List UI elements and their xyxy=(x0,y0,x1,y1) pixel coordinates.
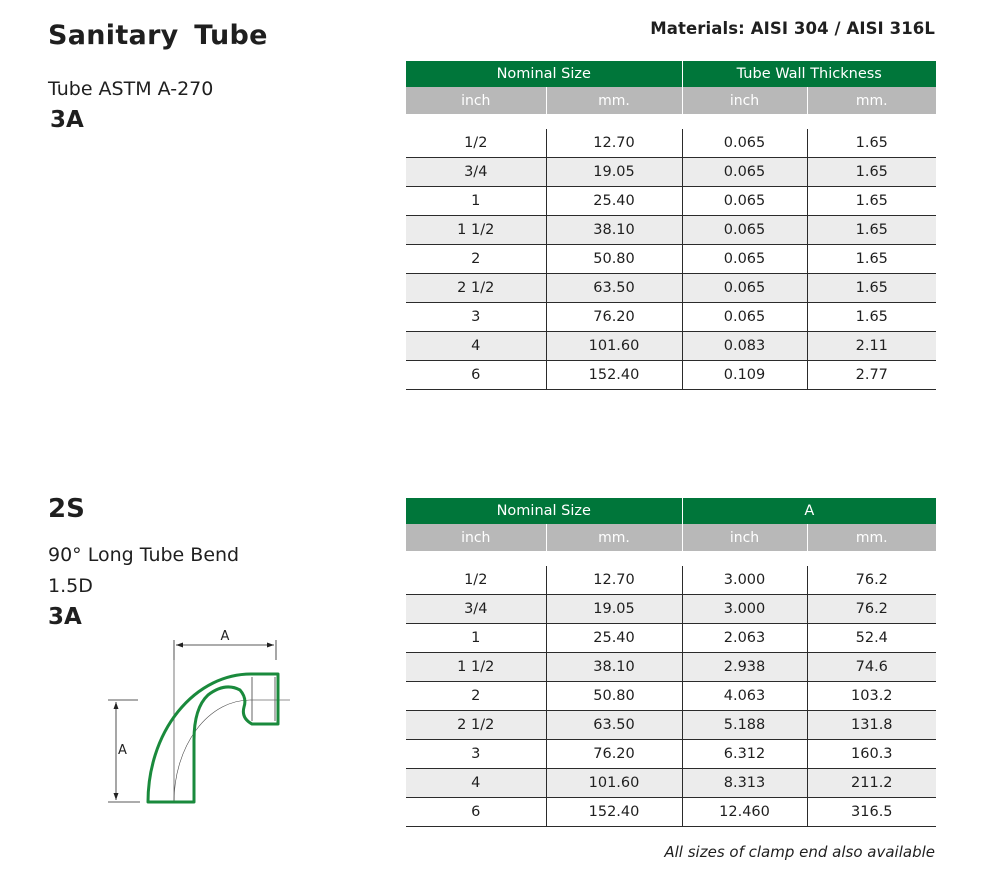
table-row xyxy=(406,711,936,740)
table-cell: 152.40 xyxy=(546,361,682,390)
table-row xyxy=(406,187,936,216)
table-cell: 2 1/2 xyxy=(406,711,546,740)
table-cell: 3 xyxy=(406,303,546,332)
dimension-arrow xyxy=(114,793,119,800)
table-cell: 6.312 xyxy=(682,740,807,769)
group-header-nominal-size: Nominal Size xyxy=(406,61,682,87)
dimension-arrow xyxy=(114,702,119,709)
group-header-nominal-size: Nominal Size xyxy=(406,498,682,524)
table-cell: 19.05 xyxy=(546,158,682,187)
table-cell: 1.65 xyxy=(807,187,936,216)
table-cell: 76.20 xyxy=(546,303,682,332)
table-cell: 3/4 xyxy=(406,158,546,187)
table-cell: 12.460 xyxy=(682,798,807,827)
table-cell: 2.77 xyxy=(807,361,936,390)
table-cell: 0.065 xyxy=(682,187,807,216)
table-cell: 152.40 xyxy=(546,798,682,827)
col-header: mm. xyxy=(807,87,936,114)
dimension-arrow xyxy=(176,643,183,648)
bend-ratio: 1.5D xyxy=(48,575,93,597)
table-cell: 19.05 xyxy=(546,595,682,624)
table-cell: 5.188 xyxy=(682,711,807,740)
table-cell: 0.065 xyxy=(682,245,807,274)
table-cell: 76.20 xyxy=(546,740,682,769)
table-cell: 4.063 xyxy=(682,682,807,711)
table-cell: 0.065 xyxy=(682,216,807,245)
table-cell: 1 1/2 xyxy=(406,653,546,682)
bend-standard-code: 3A xyxy=(48,604,82,630)
table-cell: 12.70 xyxy=(546,566,682,595)
table-row xyxy=(406,332,936,361)
table-cell: 50.80 xyxy=(546,682,682,711)
table-cell: 1.65 xyxy=(807,216,936,245)
table-cell: 6 xyxy=(406,361,546,390)
bend-code: 2S xyxy=(48,494,85,524)
table-row xyxy=(406,653,936,682)
tube-subtitle: Tube ASTM A-270 xyxy=(48,78,214,100)
table-cell: 0.065 xyxy=(682,274,807,303)
table-row xyxy=(406,682,936,711)
col-header: inch xyxy=(406,524,546,551)
table-cell: 0.065 xyxy=(682,129,807,158)
table-cell: 211.2 xyxy=(807,769,936,798)
bend-spec-table xyxy=(406,498,936,827)
table-cell: 1/2 xyxy=(406,129,546,158)
table-cell: 3/4 xyxy=(406,595,546,624)
tube-table-body xyxy=(406,114,936,390)
table-cell: 52.4 xyxy=(807,624,936,653)
bend-title: 90° Long Tube Bend xyxy=(48,544,240,566)
col-header: inch xyxy=(682,87,807,114)
col-header: inch xyxy=(682,524,807,551)
table-cell: 38.10 xyxy=(546,216,682,245)
table-row xyxy=(406,216,936,245)
table-cell: 2.938 xyxy=(682,653,807,682)
table-cell: 4 xyxy=(406,769,546,798)
table-row xyxy=(406,303,936,332)
table-cell: 8.313 xyxy=(682,769,807,798)
group-header-wall-thickness: Tube Wall Thickness xyxy=(682,61,936,87)
materials-label: Materials: AISI 304 / AISI 316L xyxy=(650,19,935,38)
table-cell: 63.50 xyxy=(546,274,682,303)
col-header: mm. xyxy=(546,87,682,114)
dimension-label-top: A xyxy=(220,629,230,644)
table-row xyxy=(406,624,936,653)
table-cell: 1.65 xyxy=(807,158,936,187)
table-cell: 25.40 xyxy=(546,187,682,216)
table-row xyxy=(406,245,936,274)
table-cell: 74.6 xyxy=(807,653,936,682)
table-cell: 2.11 xyxy=(807,332,936,361)
table-row xyxy=(406,361,936,390)
table-cell: 76.2 xyxy=(807,566,936,595)
table-cell: 103.2 xyxy=(807,682,936,711)
table-cell: 0.065 xyxy=(682,303,807,332)
table-cell: 1.65 xyxy=(807,303,936,332)
table-cell: 1 1/2 xyxy=(406,216,546,245)
dimension-label-side: A xyxy=(118,743,127,758)
table-cell: 1.65 xyxy=(807,129,936,158)
tube-bend-outline xyxy=(148,674,278,802)
bend-table-body xyxy=(406,551,936,827)
table-cell: 2.063 xyxy=(682,624,807,653)
table-cell: 1.65 xyxy=(807,245,936,274)
table-cell: 38.10 xyxy=(546,653,682,682)
table-cell: 131.8 xyxy=(807,711,936,740)
table-cell: 101.60 xyxy=(546,769,682,798)
table-row xyxy=(406,158,936,187)
table-row xyxy=(406,740,936,769)
table-cell: 1 xyxy=(406,624,546,653)
table-cell: 316.5 xyxy=(807,798,936,827)
table-cell: 101.60 xyxy=(546,332,682,361)
group-header-a: A xyxy=(682,498,936,524)
table-cell: 0.065 xyxy=(682,158,807,187)
table-row xyxy=(406,129,936,158)
table-row xyxy=(406,595,936,624)
bend-centerline-arc xyxy=(174,700,250,802)
col-header: inch xyxy=(406,87,546,114)
table-cell: 160.3 xyxy=(807,740,936,769)
table-cell: 2 xyxy=(406,682,546,711)
page-title: Sanitary Tube xyxy=(48,20,268,51)
table-cell: 3 xyxy=(406,740,546,769)
table-row xyxy=(406,274,936,303)
footnote: All sizes of clamp end also available xyxy=(664,843,935,861)
table-row xyxy=(406,769,936,798)
col-header: mm. xyxy=(807,524,936,551)
table-cell: 76.2 xyxy=(807,595,936,624)
table-cell: 0.109 xyxy=(682,361,807,390)
table-cell: 25.40 xyxy=(546,624,682,653)
table-row xyxy=(406,566,936,595)
table-cell: 50.80 xyxy=(546,245,682,274)
table-cell: 12.70 xyxy=(546,129,682,158)
table-group-header xyxy=(406,61,936,87)
table-cell: 1/2 xyxy=(406,566,546,595)
table-cell: 3.000 xyxy=(682,566,807,595)
table-unit-header xyxy=(406,87,936,114)
col-header: mm. xyxy=(546,524,682,551)
table-cell: 1 xyxy=(406,187,546,216)
table-row xyxy=(406,798,936,827)
table-cell: 1.65 xyxy=(807,274,936,303)
table-cell: 4 xyxy=(406,332,546,361)
table-cell: 6 xyxy=(406,798,546,827)
table-cell: 3.000 xyxy=(682,595,807,624)
table-group-header xyxy=(406,498,936,524)
table-unit-header xyxy=(406,524,936,551)
tube-spec-table xyxy=(406,61,936,390)
tube-bend-diagram xyxy=(100,620,300,810)
table-cell: 2 xyxy=(406,245,546,274)
dimension-arrow xyxy=(267,643,274,648)
tube-code: 3A xyxy=(50,107,84,133)
table-cell: 2 1/2 xyxy=(406,274,546,303)
table-cell: 63.50 xyxy=(546,711,682,740)
table-cell: 0.083 xyxy=(682,332,807,361)
